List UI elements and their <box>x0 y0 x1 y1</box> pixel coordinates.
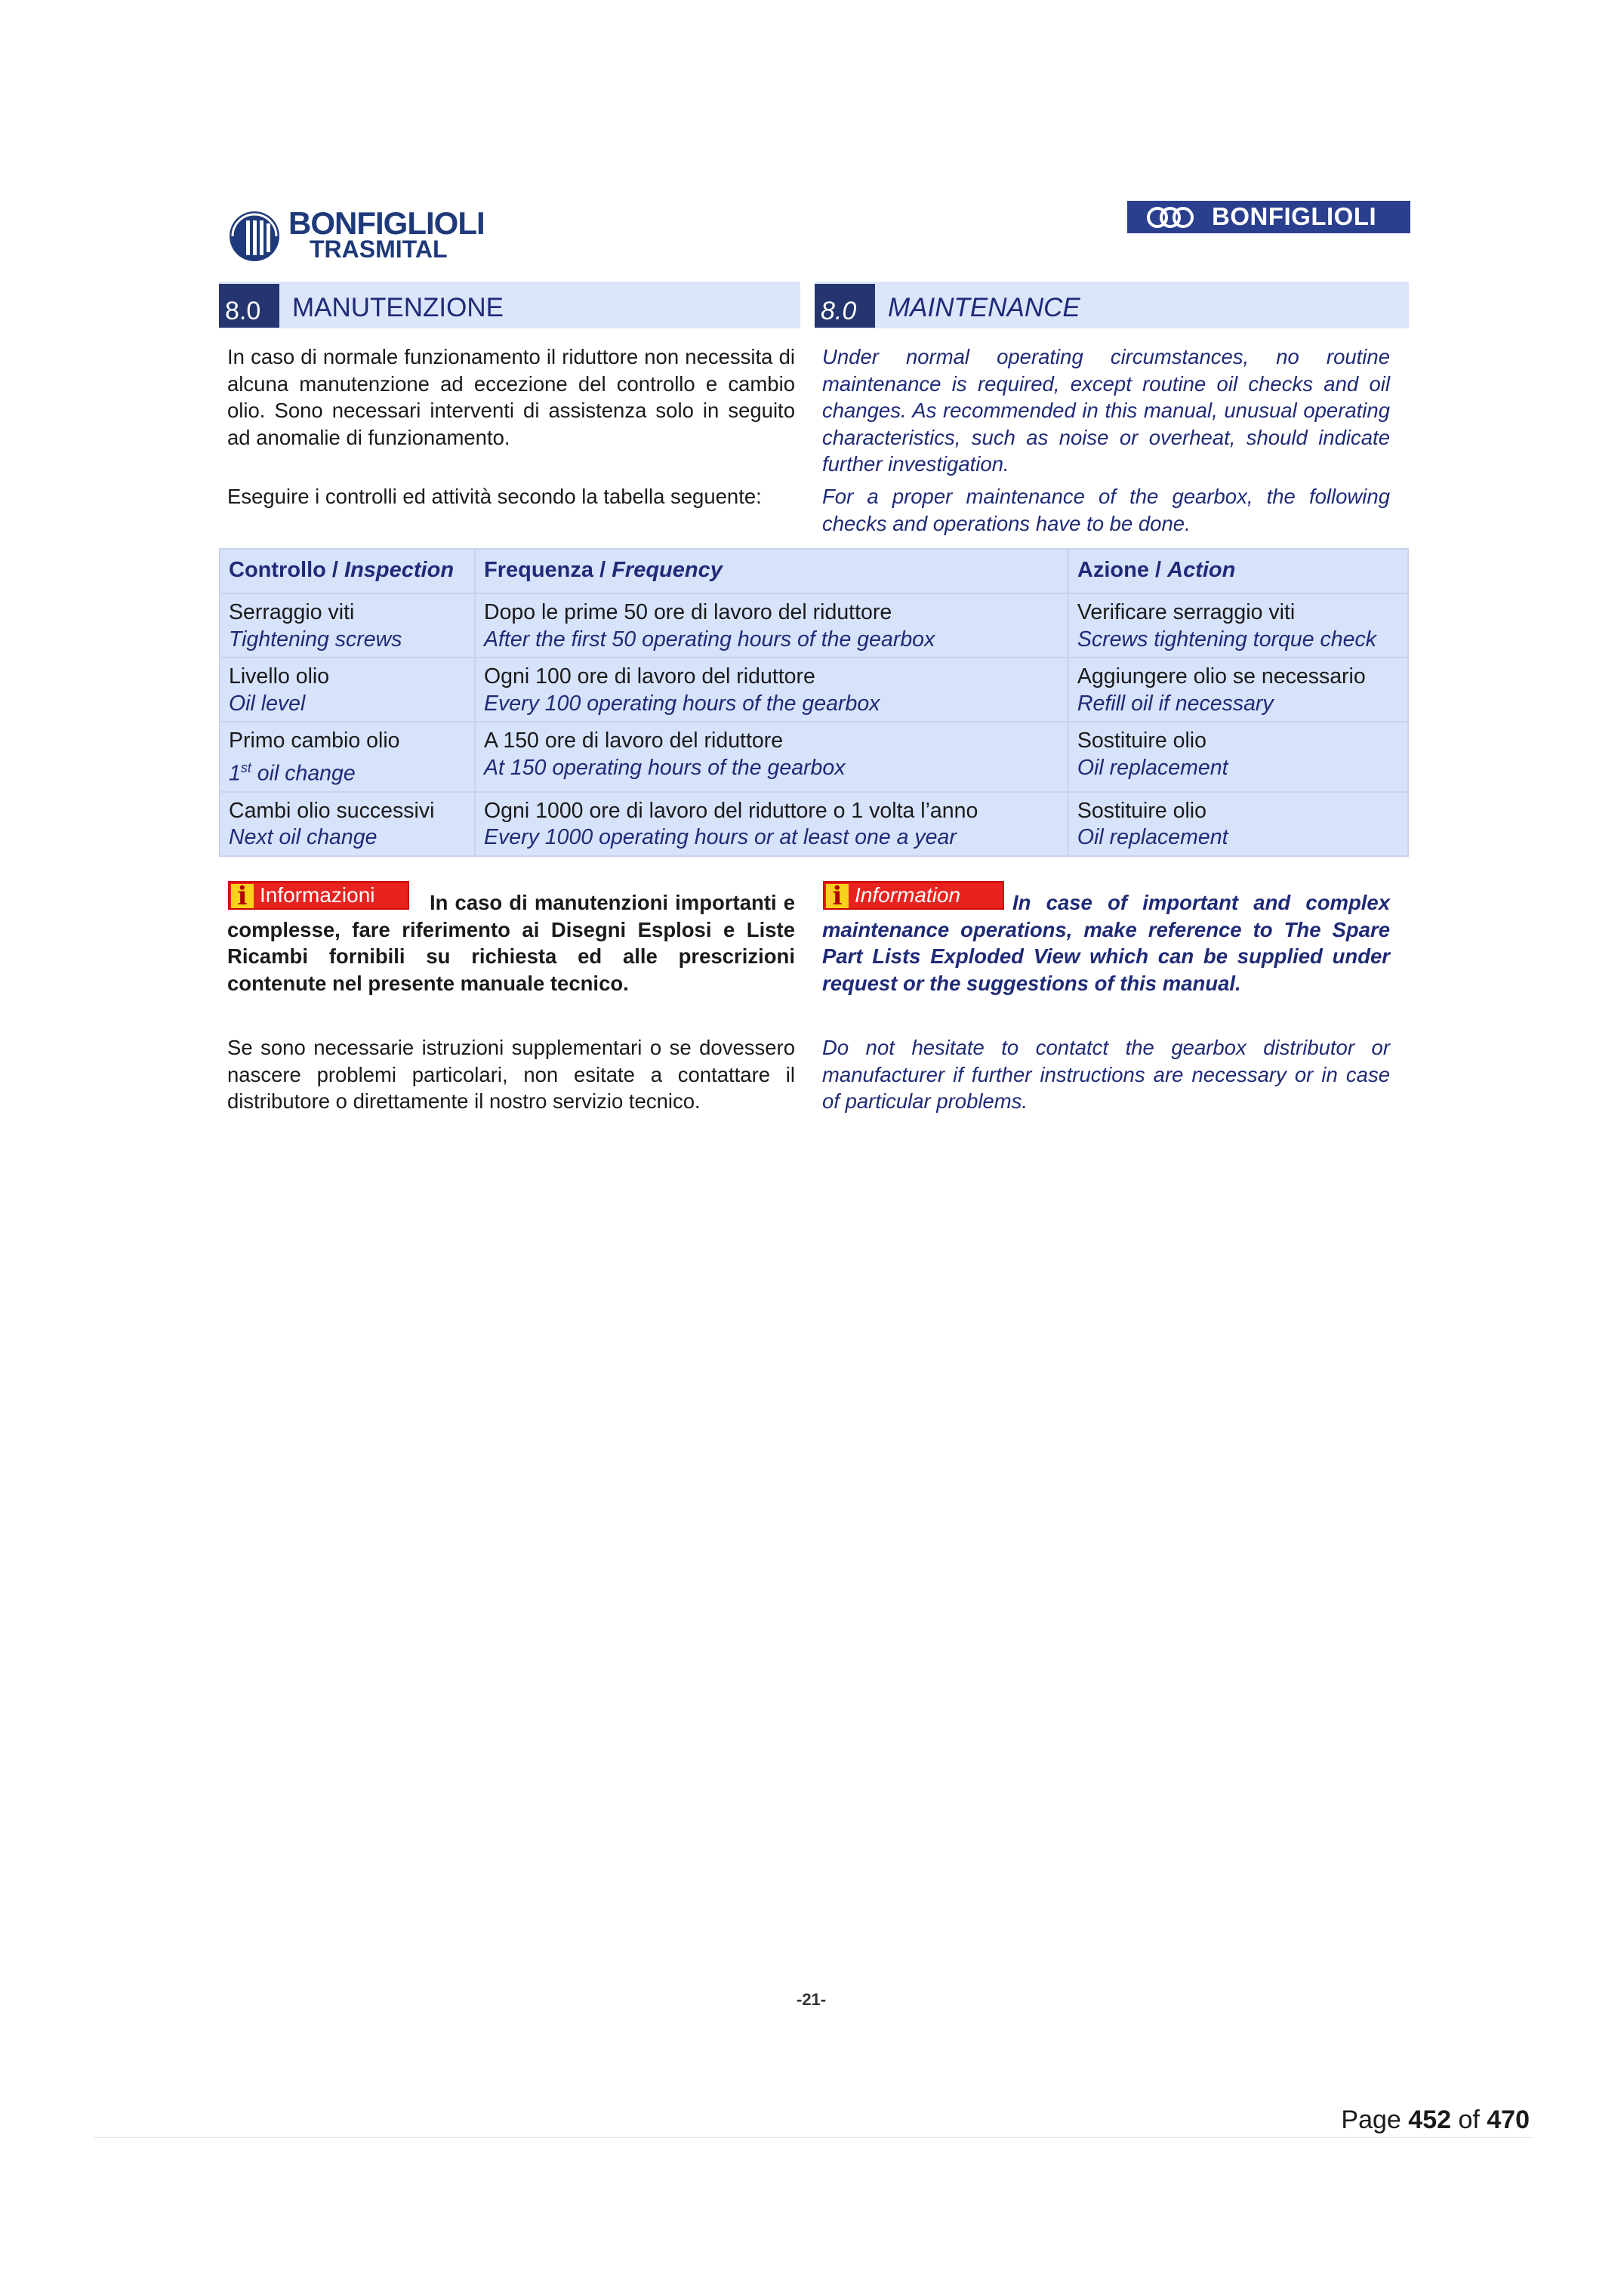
intro-paragraph-en-1: Under normal operating circumstances, no routine maintenance is required, except routine oil checks and oil changes. As recommended in this manual, unusual operating characteristics, such as noise or overheat, should indicate further investigation. <box>822 345 1390 476</box>
cell-frequency: Ogni 100 ore di lavoro del riduttore Every 100 operating hours of the gearbox <box>475 658 1068 722</box>
section-title-en: MAINTENANCE <box>888 293 1080 322</box>
info-bold-text-it: In caso di manutenzioni importanti e complesse, fare riferimento ai Disegni Esplosi e Liste Ricambi fornibili su richiesta ed alle prescrizioni contenute nel presente manuale tecnico. <box>227 891 795 995</box>
logo-left-line1: BONFIGLIOLI <box>288 205 485 241</box>
intro-paragraph-en-2: For a proper maintenance of the gearbox, the following checks and operations have to be done. <box>822 485 1390 535</box>
cell-frequency: Ogni 1000 ore di lavoro del riduttore o 1 volta l’anno Every 1000 operating hours or at least one a year <box>475 792 1068 856</box>
info-bold-text-en: In case of important and complex maintenance operations, make reference to The Spare Part Lists Exploded View which can be supplied under request or the suggestions of this manual. <box>822 891 1390 995</box>
header-frequency: Frequenza / Frequency <box>475 549 1068 593</box>
logo-left-line2: TRASMITAL <box>310 236 448 263</box>
info-paragraph-en: Do not hesitate to contatct the gearbox distributor or manufacturer if further instructions are necessary or in case of particular problems. <box>822 1036 1390 1113</box>
cell-frequency: Dopo le prime 50 ore di lavoro del riduttore After the first 50 operating hours of the gearbox <box>475 593 1068 658</box>
table-row <box>220 593 1408 658</box>
table-row <box>220 722 1408 792</box>
info-icon: i <box>826 884 849 908</box>
section-number-it: 8.0 <box>219 284 279 328</box>
logo-rings-icon <box>1142 205 1198 230</box>
cell-control: Serraggio viti Tightening screws <box>220 593 475 658</box>
cell-action: Sostituire olio Oil replacement <box>1068 792 1408 856</box>
cell-control: Livello olio Oil level <box>220 658 475 722</box>
cell-frequency: A 150 ore di lavoro del riduttore At 150 operating hours of the gearbox <box>475 722 1068 792</box>
header-action: Azione / Action <box>1068 549 1408 593</box>
bonfiglioli-logo <box>1127 201 1410 233</box>
cell-action: Sostituire olio Oil replacement <box>1068 722 1408 792</box>
intro-paragraph-it-2: Eseguire i controlli ed attività secondo la tabella seguente: <box>227 485 762 508</box>
info-icon: i <box>231 884 254 908</box>
table-row <box>220 792 1408 856</box>
page-counter: Page 452 of 470 <box>1341 2106 1530 2134</box>
footer-divider <box>94 2137 1533 2138</box>
cell-control: Cambi olio successivi Next oil change <box>220 792 475 856</box>
logo-emblem-icon <box>226 208 282 264</box>
bonfiglioli-trasmital-logo <box>226 204 485 266</box>
info-badge-label-en: Information <box>855 883 961 907</box>
table-row <box>220 658 1408 722</box>
logo-right-text: BONFIGLIOLI <box>1212 202 1377 230</box>
maintenance-table <box>219 548 1409 857</box>
cell-action: Verificare serraggio viti Screws tightening torque check <box>1068 593 1408 658</box>
cell-action: Aggiungere olio se necessario Refill oil if necessary <box>1068 658 1408 722</box>
section-number-en: 8.0 <box>815 284 875 328</box>
header-control: Controllo / Inspection <box>220 549 475 593</box>
document-page-number: -21- <box>797 1990 827 2009</box>
intro-paragraph-it-1: In caso di normale funzionamento il riduttore non necessita di alcuna manutenzione ad eccezione del controllo e cambio olio. Sono necessari interventi di assistenza solo in seguito ad anomalie di funzionamento. <box>227 345 795 449</box>
info-paragraph-it: Se sono necessarie istruzioni supplementari o se dovessero nascere problemi particolari, non esitate a contattare il distributore o direttamente il nostro servizio tecnico. <box>227 1036 795 1113</box>
cell-control: Primo cambio olio 1st oil change <box>220 722 475 792</box>
info-badge-label-it: Informazioni <box>260 883 375 907</box>
section-title-it: MANUTENZIONE <box>292 293 504 322</box>
table-header-row <box>220 549 1408 593</box>
